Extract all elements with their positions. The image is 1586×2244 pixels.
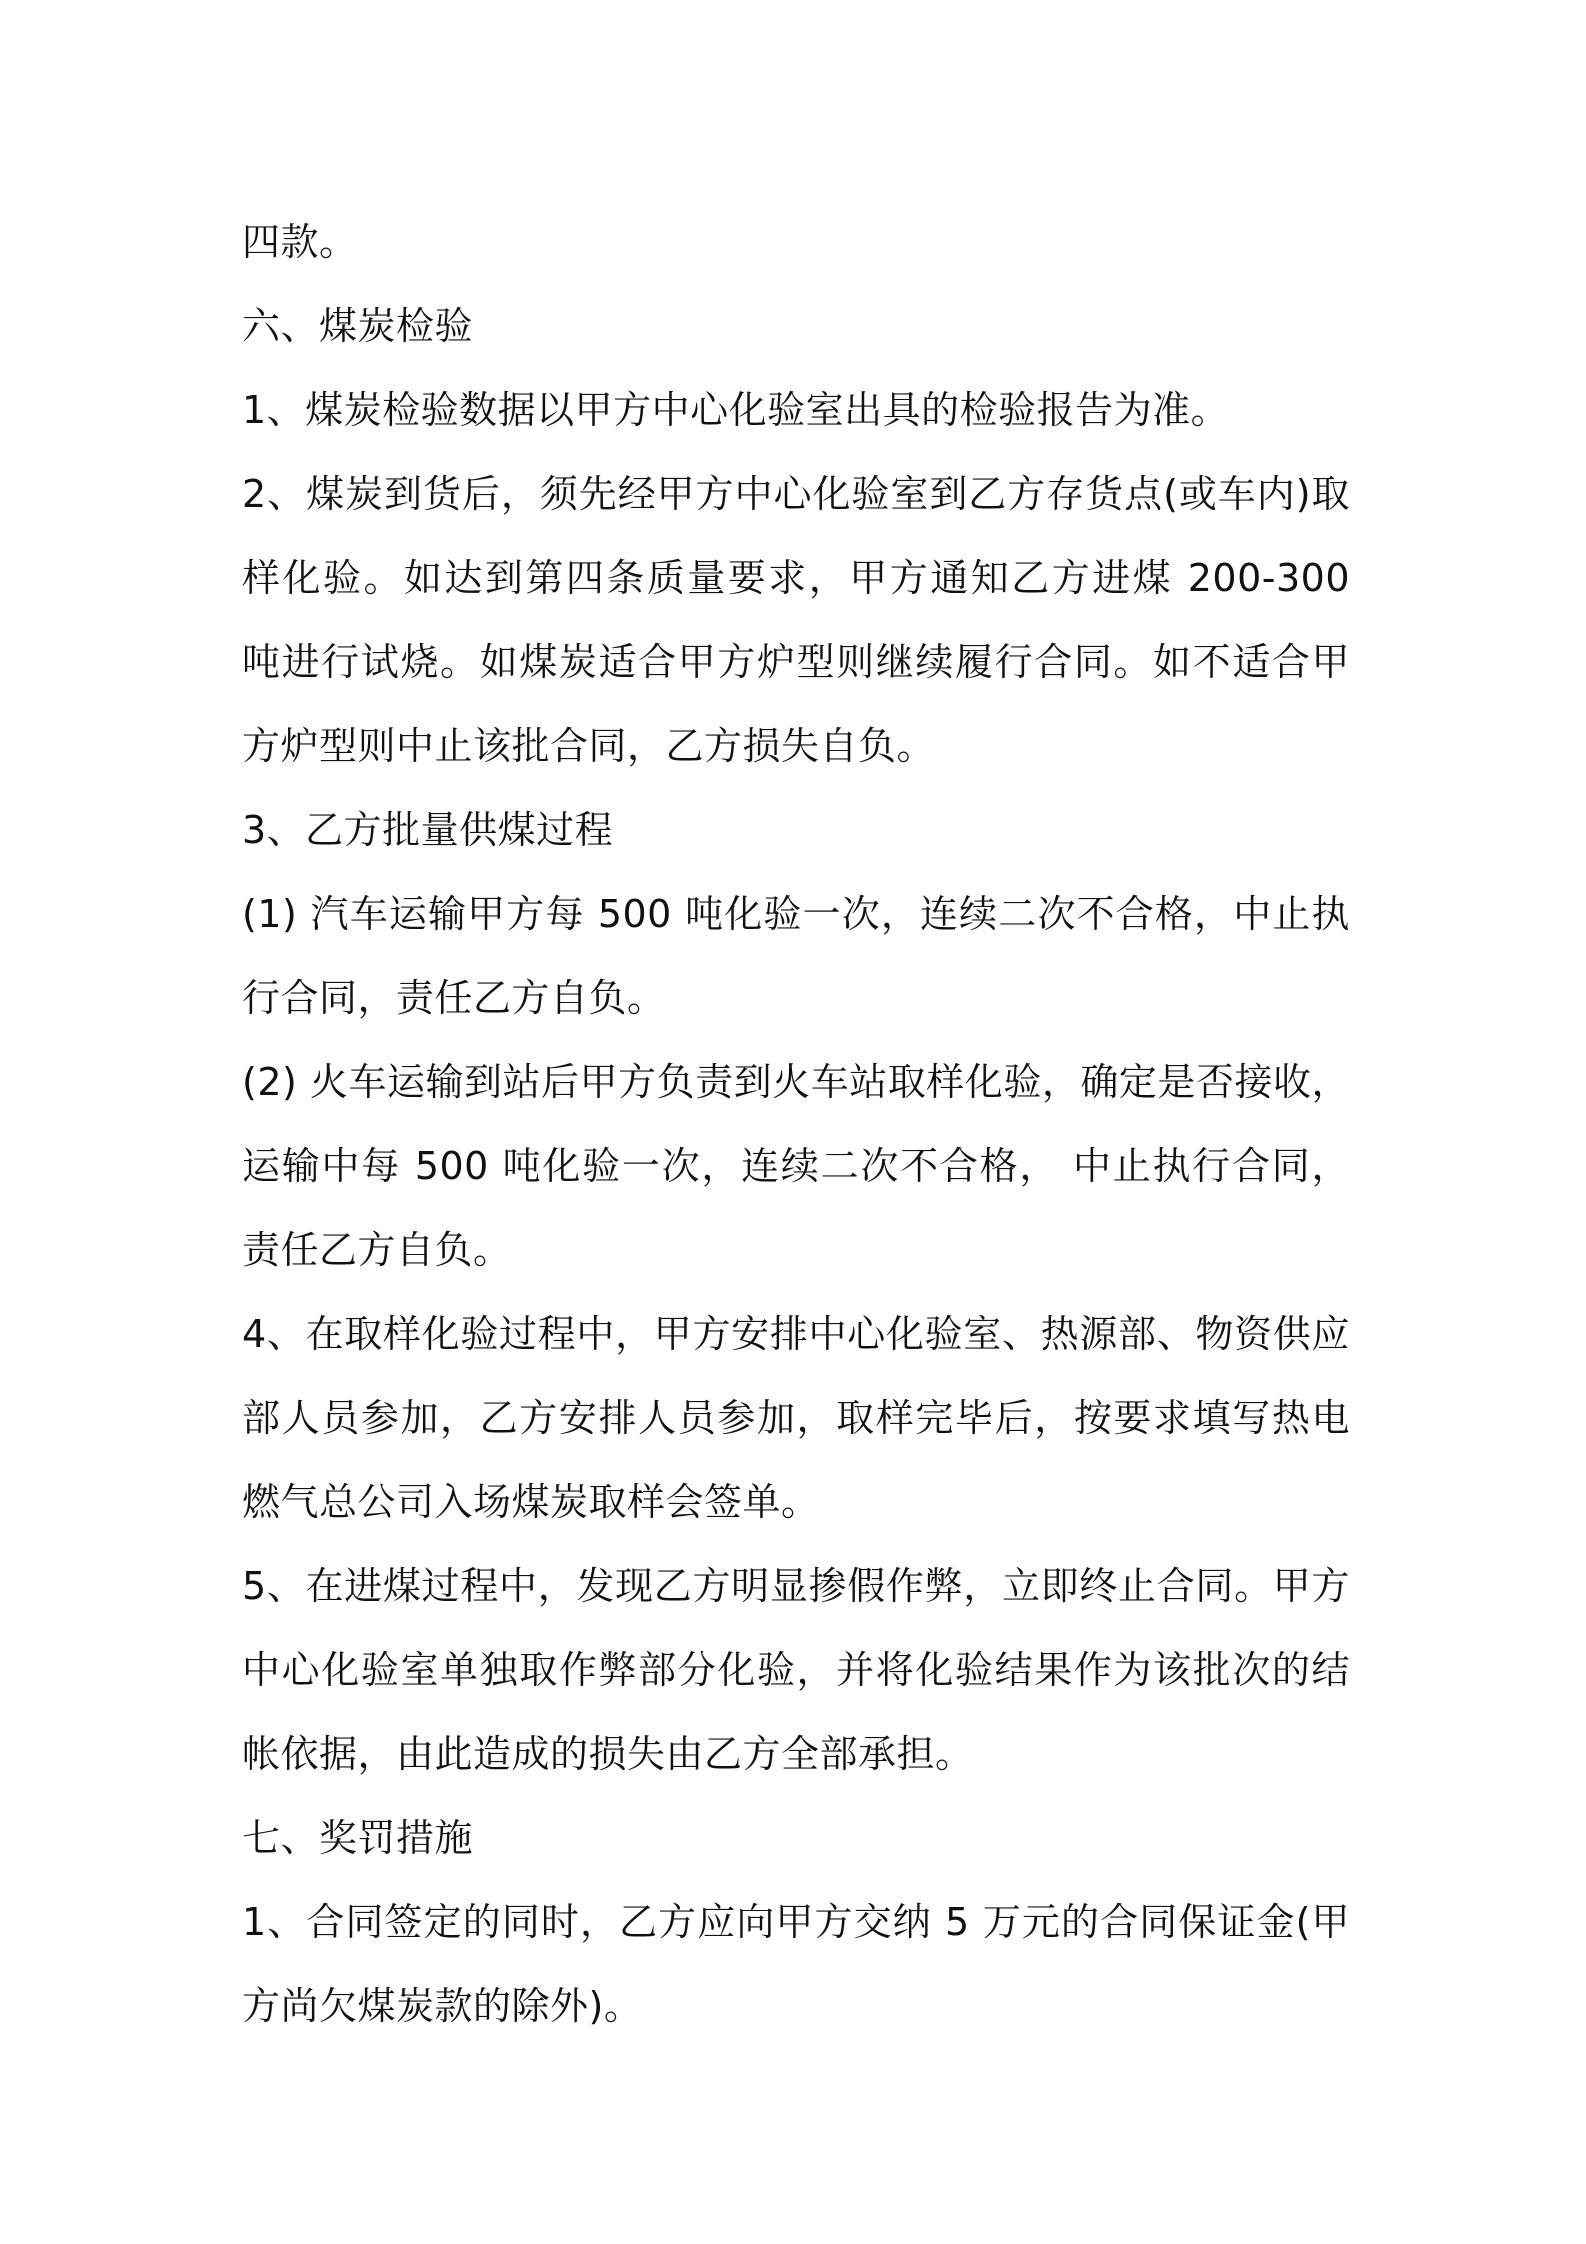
clause-6-2: 2、煤炭到货后，须先经甲方中心化验室到乙方存货点(或车内)取样化验。如达到第四条质量要求，甲方通知乙方进煤 200-300 吨进行试烧。如煤炭适合甲方炉型则继续履行合同。如不适合甲方炉型则中止该批合同，乙方损失自负。: [242, 472, 1350, 768]
clause-6-1: 1、煤炭检验数据以甲方中心化验室出具的检验报告为准。: [242, 388, 1230, 432]
clause-6-5: 5、在进煤过程中，发现乙方明显掺假作弊，立即终止合同。甲方中心化验室单独取作弊部分化验，并将化验结果作为该批次的结帐依据，由此造成的损失由乙方全部承担。: [242, 1564, 1350, 1776]
paragraph-continuation: 四款。: [242, 220, 358, 264]
document-page: [242, 200, 1350, 2048]
clause-6-3-1: (1) 汽车运输甲方每 500 吨化验一次，连续二次不合格，中止执行合同，责任乙方自负。: [242, 892, 1350, 1020]
clause-6-3: 3、乙方批量供煤过程: [242, 808, 614, 852]
clause-6-3-2: (2) 火车运输到站后甲方负责到火车站取样化验，确定是否接收， 运输中每 500 吨化验一次，连续二次不合格， 中止执行合同，责任乙方自负。: [242, 1060, 1350, 1272]
section-heading-coal-inspection: 六、煤炭检验: [242, 304, 474, 348]
section-heading-rewards-penalties: 七、奖罚措施: [242, 1816, 474, 1860]
clause-7-1: 1、合同签定的同时，乙方应向甲方交纳 5 万元的合同保证金(甲方尚欠煤炭款的除外)。: [242, 1900, 1350, 2028]
clause-6-4: 4、在取样化验过程中，甲方安排中心化验室、热源部、物资供应部人员参加，乙方安排人员参加，取样完毕后，按要求填写热电燃气总公司入场煤炭取样会签单。: [242, 1312, 1350, 1524]
